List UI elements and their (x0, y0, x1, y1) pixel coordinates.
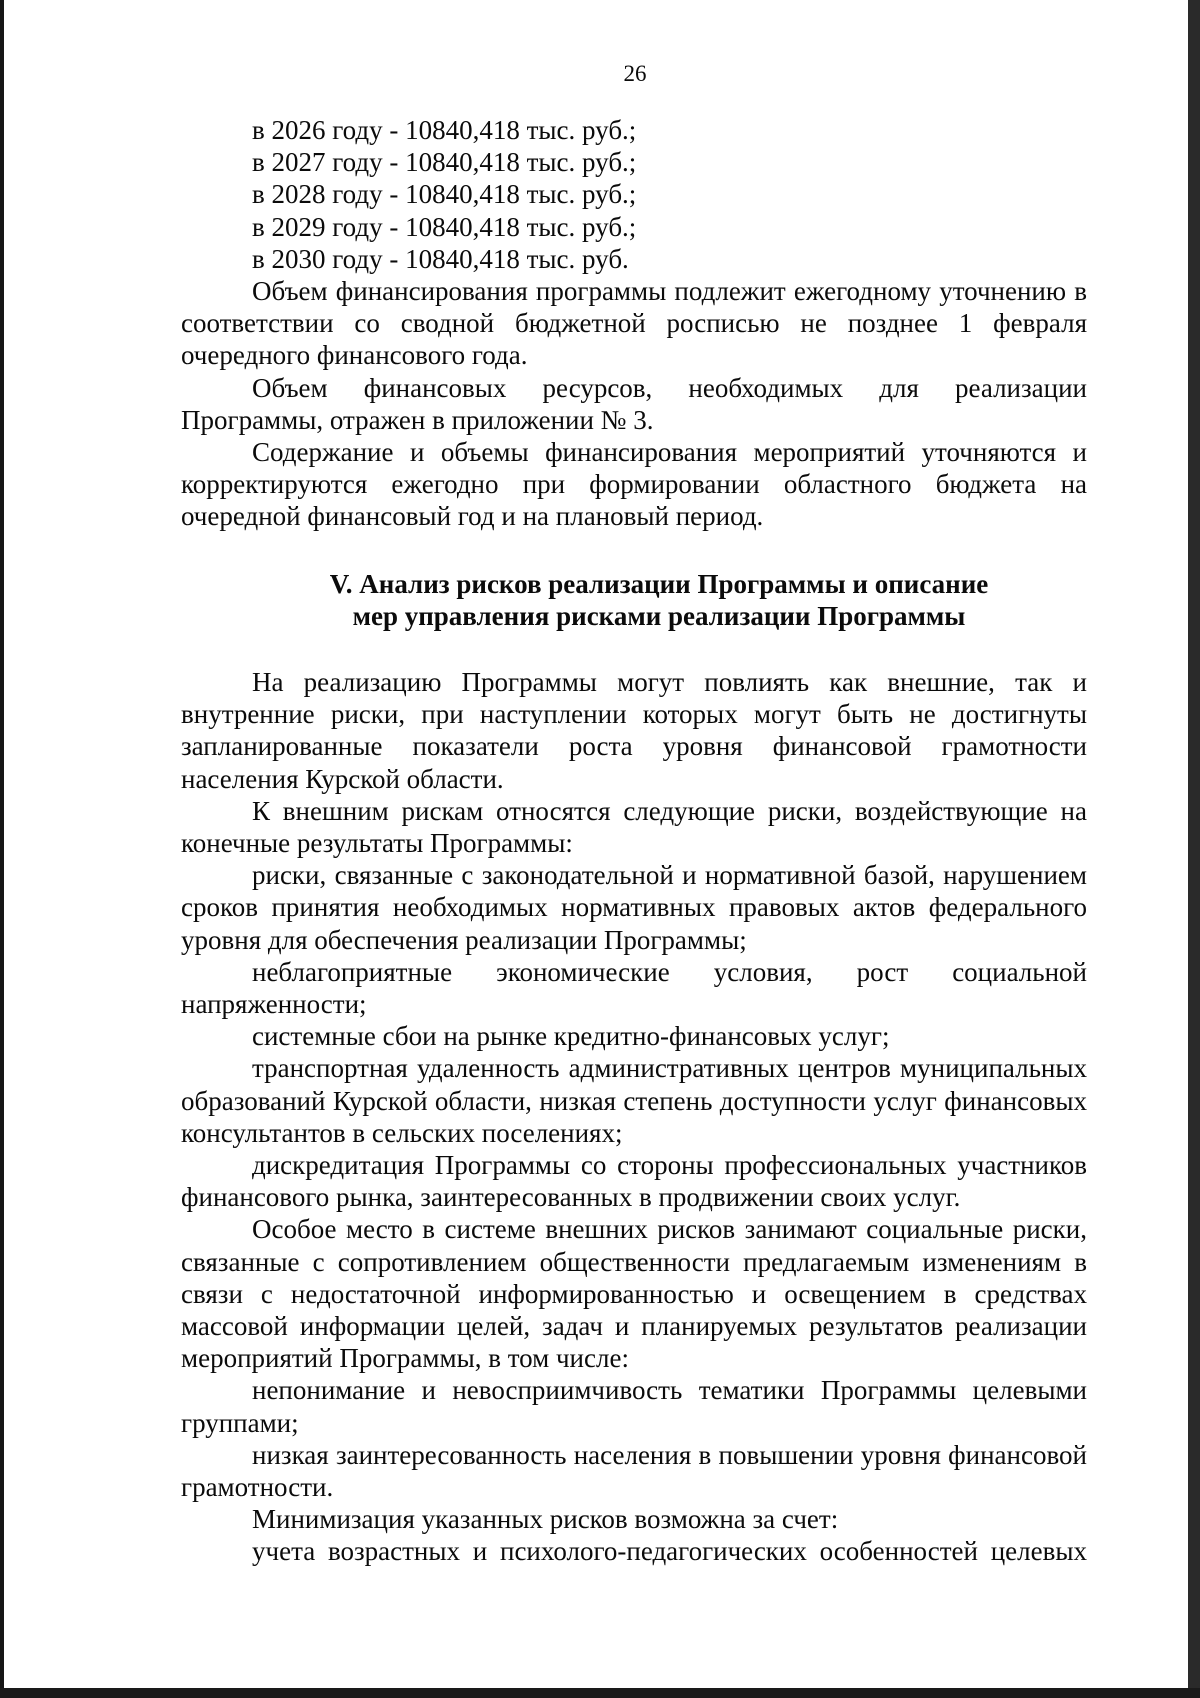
paragraph-funding-adjustment: Содержание и объемы финансирования мероприятий уточняются и корректируются ежегодно при формировании областного бюджета на очередной финансовый год и на плановый период. (181, 437, 1087, 532)
funding-year-line: в 2028 году - 10840,418 тыс. руб.; (252, 179, 637, 210)
paragraph-risks-intro: На реализацию Программы могут повлиять как внешние, так и внутренние риски, при наступлении которых могут быть не достигнуты запланированные показатели роста уровня финансовой грамотности населения Курской области. (181, 667, 1087, 794)
paragraph-discreditation: дискредитация Программы со стороны профессиональных участников финансового рынка, заинтересованных в продвижении своих услуг. (181, 1150, 1087, 1213)
section-heading-line-2: мер управления рисками реализации Программы (352, 601, 966, 632)
paragraph-misunderstanding: непонимание и невосприимчивость тематики Программы целевыми группами; (181, 1375, 1087, 1438)
funding-year-line: в 2029 году - 10840,418 тыс. руб.; (252, 211, 637, 242)
scan-right-edge (1188, 0, 1200, 1698)
paragraph-age-considerations: учета возрастных и психолого-педагогических особенностей целевых (252, 1536, 1087, 1567)
paragraph-economic-risks: неблагоприятные экономические условия, рост социальной напряженности; (181, 956, 1087, 1020)
paragraph-system-failures: системные сбои на рынке кредитно-финансовых услуг; (252, 1021, 890, 1052)
paragraph-low-interest: низкая заинтересованность населения в повышении уровня финансовой грамотности. (181, 1439, 1087, 1503)
paragraph-transport-remoteness: транспортная удаленность административных центров муниципальных образований Курской области, низкая степень доступности услуг финансовых консультантов в сельских поселениях; (181, 1053, 1087, 1148)
scan-left-edge (0, 0, 4, 1698)
scan-bottom-edge (0, 1688, 1200, 1698)
section-heading (181, 568, 1087, 632)
paragraph-financial-resources: Объем финансовых ресурсов, необходимых для реализации Программы, отражен в приложении № 3. (181, 372, 1087, 435)
funding-year-line: в 2026 году - 10840,418 тыс. руб.; (252, 115, 637, 145)
risks-section-body (181, 666, 1087, 1568)
section-heading-line-1: V. Анализ рисков реализации Программы и описание (329, 569, 989, 599)
paragraph-legal-risks: риски, связанные с законодательной и нормативной базой, нарушением сроков принятия необходимых нормативных правовых актов федерального уровня для обеспечения реализации Программы; (181, 860, 1087, 955)
paragraph-minimization: Минимизация указанных рисков возможна за счет: (252, 1504, 839, 1535)
paragraph-external-risks: К внешним рискам относятся следующие риски, воздействующие на конечные результаты Программы: (181, 795, 1087, 859)
paragraph-funding-refinement: Объем финансирования программы подлежит ежегодному уточнению в соответствии со сводной бюджетной росписью не позднее 1 февраля очередного финансового года. (181, 276, 1087, 371)
funding-by-year-list (181, 114, 1087, 533)
funding-year-line: в 2030 году - 10840,418 тыс. руб. (252, 243, 629, 274)
paragraph-social-risks: Особое место в системе внешних рисков занимают социальные риски, связанные с сопротивлением общественности предлагаемым изменениям в связи с недостаточной информированностью и освещением в средствах массовой информации целей, задач и планируемых результатов реализации мероприятий Программы, в том числе: (181, 1214, 1087, 1374)
page-number: 26 (623, 61, 647, 86)
funding-year-line: в 2027 году - 10840,418 тыс. руб.; (252, 147, 637, 178)
